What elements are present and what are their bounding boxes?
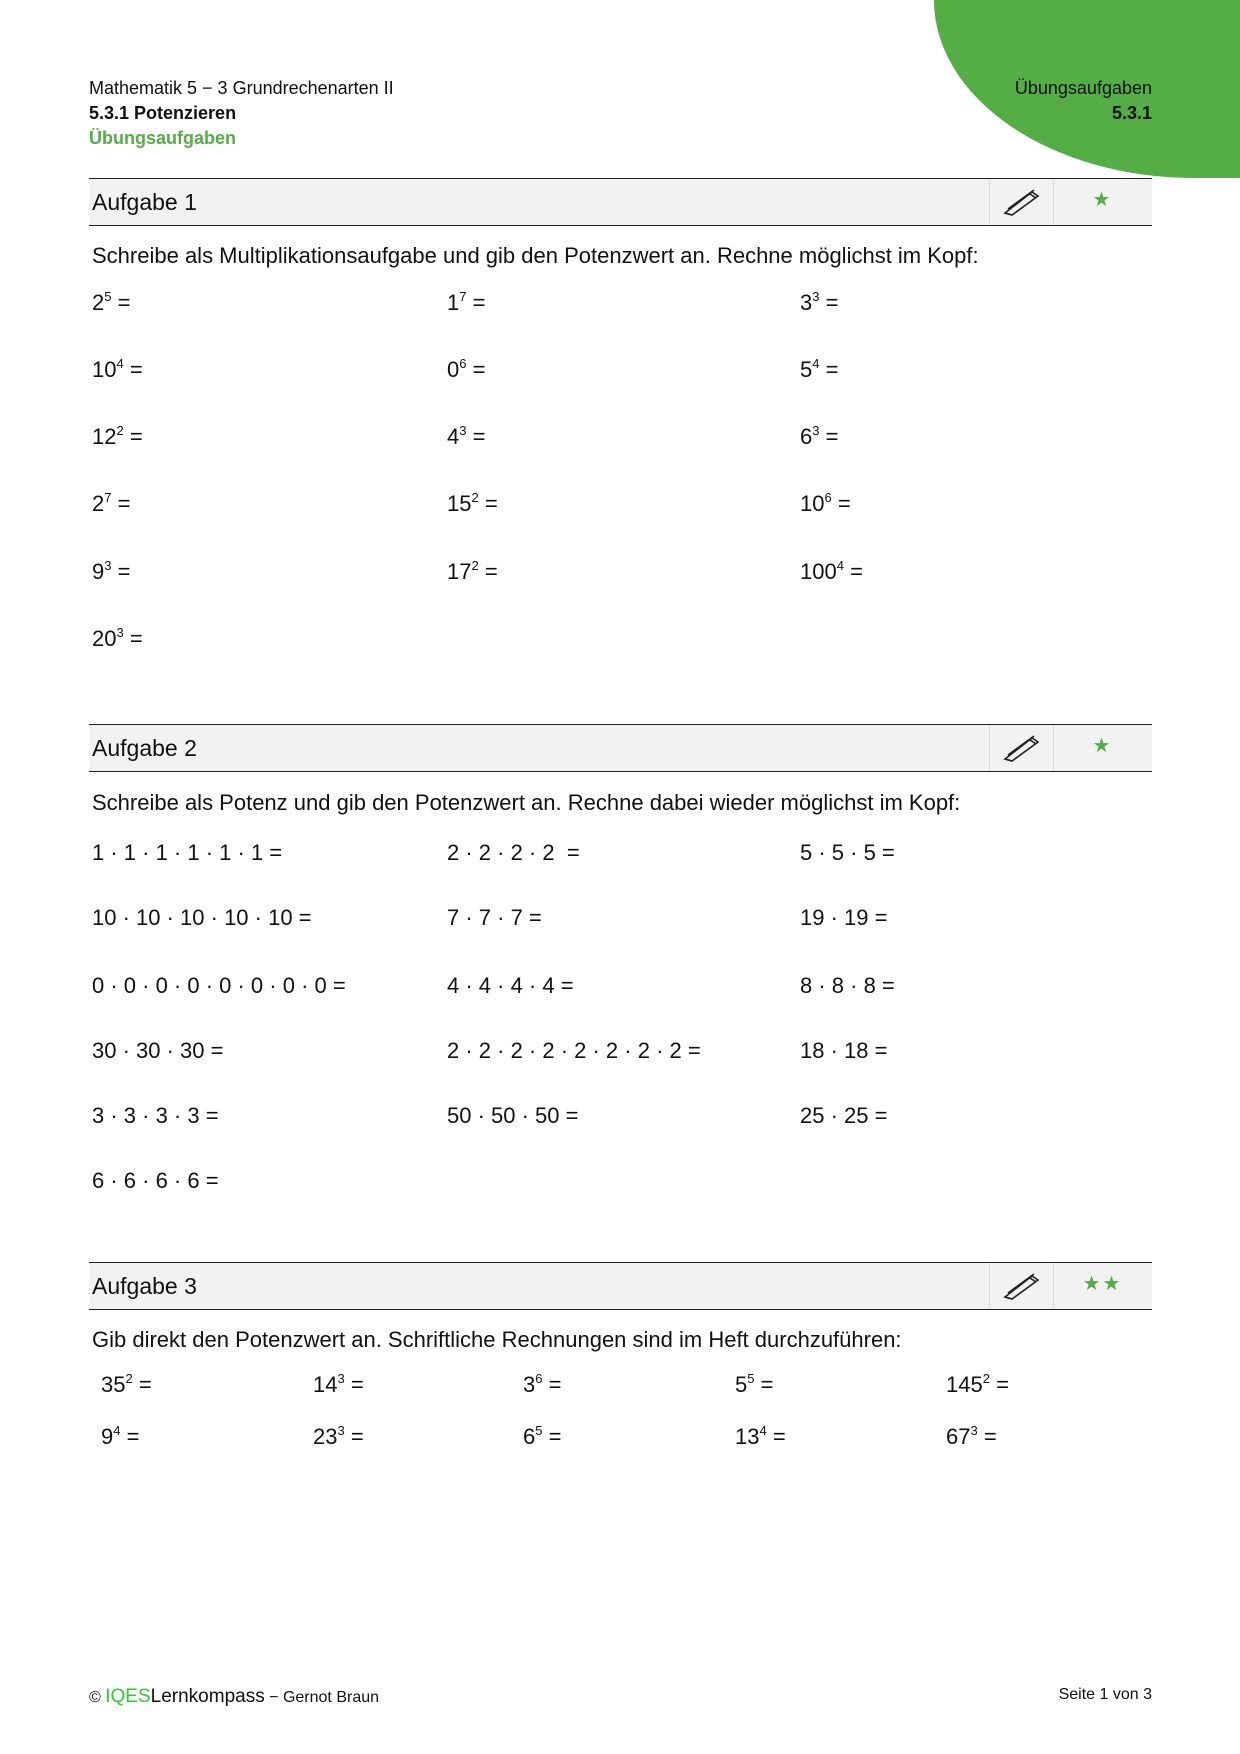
product-item: 4 · 4 · 4 · 4 = xyxy=(447,973,574,998)
power-item: $15^2$ = xyxy=(447,490,498,516)
exponent: 6 xyxy=(824,490,832,505)
exponent: 4 xyxy=(812,356,820,371)
base: 12 xyxy=(92,424,117,449)
base: 5 xyxy=(735,1372,748,1397)
divider xyxy=(989,725,990,771)
exponent: 2 xyxy=(125,1371,133,1386)
power-item: $35^2$ = xyxy=(101,1371,152,1397)
power-item: $4^3$ = xyxy=(447,423,486,449)
base: 17 xyxy=(447,559,472,584)
task-instruction: Schreibe als Potenz und gib den Potenzwert an. Rechne dabei wieder möglichst im Kopf: xyxy=(92,790,961,815)
page-number: Seite 1 von 3 xyxy=(1058,1686,1152,1703)
pencil-icon xyxy=(1002,733,1042,763)
chapter-title: 5.3.1 Potenzieren xyxy=(89,103,237,123)
exponent: 2 xyxy=(471,490,479,505)
power-item: $5^4$ = xyxy=(800,356,839,382)
base: 2 xyxy=(92,290,105,315)
brand-lernkompass: Lernkompass xyxy=(150,1686,265,1707)
exponent: 4 xyxy=(836,558,844,573)
base: 2 xyxy=(92,491,105,516)
power-item: $6^3$ = xyxy=(800,423,839,449)
footer-left xyxy=(89,1686,379,1708)
exponent: 3 xyxy=(337,1423,345,1438)
task-header-1 xyxy=(89,178,1152,226)
exponent: 3 xyxy=(116,625,124,640)
product-item: 30 · 30 · 30 = xyxy=(92,1038,224,1063)
pencil-icon xyxy=(1002,1271,1042,1301)
power-item: $145^2$ = xyxy=(946,1371,1009,1397)
right-number: 5.3.1 xyxy=(1111,103,1152,123)
exponent: 5 xyxy=(535,1423,543,1438)
exponent: 3 xyxy=(970,1423,978,1438)
exponent: 3 xyxy=(812,423,820,438)
base: 100 xyxy=(800,559,837,584)
base: 4 xyxy=(447,424,460,449)
power-item: $3^3$ = xyxy=(800,289,839,315)
power-item: $20^3$ = xyxy=(92,625,143,651)
power-item: $23^3$ = xyxy=(313,1423,364,1449)
power-item: $9^3$ = xyxy=(92,558,131,584)
product-item: 7 · 7 · 7 = xyxy=(447,905,542,930)
difficulty-stars-icon: ★ xyxy=(1092,735,1113,757)
base: 145 xyxy=(946,1372,983,1397)
base: 23 xyxy=(313,1424,338,1449)
base: 9 xyxy=(92,559,105,584)
product-item: 18 · 18 = xyxy=(800,1038,888,1063)
base: 0 xyxy=(447,357,460,382)
base: 10 xyxy=(800,491,825,516)
base: 3 xyxy=(523,1372,536,1397)
power-item: $5^5$ = xyxy=(735,1371,774,1397)
power-item: $0^6$ = xyxy=(447,356,486,382)
base: 20 xyxy=(92,626,117,651)
task-title: Aufgabe 1 xyxy=(92,189,197,215)
base: 9 xyxy=(101,1424,114,1449)
product-item: 25 · 25 = xyxy=(800,1103,888,1128)
product-item: 5 · 5 · 5 = xyxy=(800,840,895,865)
exponent: 4 xyxy=(116,356,124,371)
exponent: 7 xyxy=(104,490,112,505)
power-item: $2^7$ = xyxy=(92,490,131,516)
task-header-3 xyxy=(89,1262,1152,1310)
exponent: 2 xyxy=(116,423,124,438)
power-item: $10^6$ = xyxy=(800,490,851,516)
exponent: 6 xyxy=(459,356,467,371)
power-item: $6^5$ = xyxy=(523,1423,562,1449)
difficulty-stars-icon: ★ xyxy=(1092,189,1113,211)
base: 14 xyxy=(313,1372,338,1397)
power-item: $100^4$ = xyxy=(800,558,863,584)
task-header-2 xyxy=(89,724,1152,772)
brand-iqes: IQES xyxy=(105,1686,151,1707)
base: 10 xyxy=(92,357,117,382)
product-item: 3 · 3 · 3 · 3 = xyxy=(92,1103,219,1128)
base: 5 xyxy=(800,357,813,382)
base: 6 xyxy=(523,1424,536,1449)
base: 3 xyxy=(800,290,813,315)
power-item: $3^6$ = xyxy=(523,1371,562,1397)
product-item: 2 · 2 · 2 · 2 = xyxy=(447,840,580,865)
difficulty-stars-icon: ★★ xyxy=(1082,1273,1123,1295)
power-item: $2^5$ = xyxy=(92,289,131,315)
exponent: 4 xyxy=(759,1423,767,1438)
exponent: 2 xyxy=(471,558,479,573)
product-item: 1 · 1 · 1 · 1 · 1 · 1 = xyxy=(92,840,283,865)
exponent: 5 xyxy=(747,1371,755,1386)
product-item: 19 · 19 = xyxy=(800,905,888,930)
exponent: 3 xyxy=(812,289,820,304)
exponent: 7 xyxy=(459,289,467,304)
exponent: 5 xyxy=(104,289,112,304)
product-item: 10 · 10 · 10 · 10 · 10 = xyxy=(92,905,312,930)
power-item: $13^4$ = xyxy=(735,1423,786,1449)
power-item: $17^2$ = xyxy=(447,558,498,584)
base: 15 xyxy=(447,491,472,516)
power-item: $10^4$ = xyxy=(92,356,143,382)
exponent: 2 xyxy=(982,1371,990,1386)
base: 1 xyxy=(447,290,460,315)
task-instruction: Gib direkt den Potenzwert an. Schriftliche Rechnungen sind im Heft durchzuführen: xyxy=(92,1327,902,1352)
right-type: Übungsaufgaben xyxy=(1014,78,1152,98)
base: 6 xyxy=(800,424,813,449)
power-item: $67^3$ = xyxy=(946,1423,997,1449)
sheet-type: Übungsaufgaben xyxy=(89,128,236,148)
exponent: 3 xyxy=(104,558,112,573)
exponent: 3 xyxy=(337,1371,345,1386)
power-item: $12^2$ = xyxy=(92,423,143,449)
base: 13 xyxy=(735,1424,760,1449)
author: − Gernot Braun xyxy=(269,1689,380,1706)
divider xyxy=(989,1263,990,1309)
exponent: 3 xyxy=(459,423,467,438)
pencil-icon xyxy=(1002,187,1042,217)
base: 67 xyxy=(946,1424,971,1449)
task-title: Aufgabe 2 xyxy=(92,735,197,761)
task-title: Aufgabe 3 xyxy=(92,1273,197,1299)
product-item: 8 · 8 · 8 = xyxy=(800,973,895,998)
exponent: 6 xyxy=(535,1371,543,1386)
product-item: 6 · 6 · 6 · 6 = xyxy=(92,1168,219,1193)
product-item: 2 · 2 · 2 · 2 · 2 · 2 · 2 · 2 = xyxy=(447,1038,701,1063)
product-item: 0 · 0 · 0 · 0 · 0 · 0 · 0 · 0 = xyxy=(92,973,346,998)
power-item: $14^3$ = xyxy=(313,1371,364,1397)
power-item: $1^7$ = xyxy=(447,289,486,315)
exponent: 4 xyxy=(113,1423,121,1438)
copyright: © xyxy=(89,1689,101,1706)
task-instruction: Schreibe als Multiplikationsaufgabe und gib den Potenzwert an. Rechne möglichst im Kopf: xyxy=(92,243,979,268)
product-item: 50 · 50 · 50 = xyxy=(447,1103,579,1128)
divider xyxy=(989,179,990,225)
subject-line: Mathematik 5 − 3 Grundrechenarten II xyxy=(89,78,394,98)
power-item: $9^4$ = xyxy=(101,1423,140,1449)
base: 35 xyxy=(101,1372,126,1397)
